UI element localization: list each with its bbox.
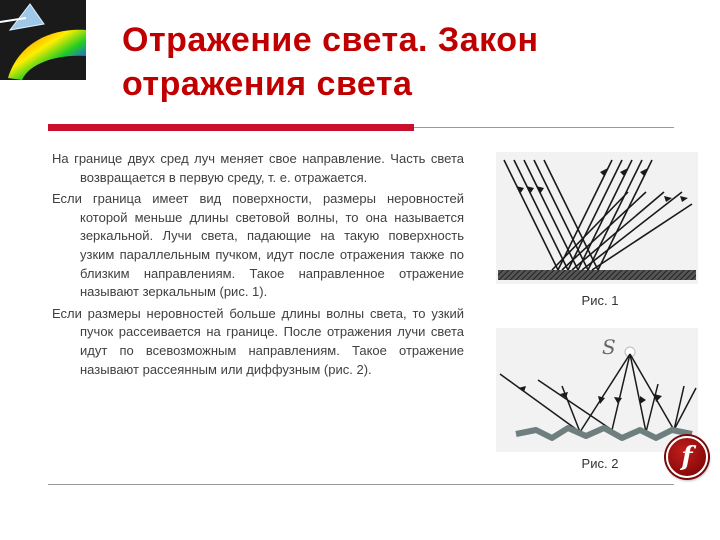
figure-specular-reflection — [496, 152, 698, 284]
body-text — [52, 150, 464, 382]
figure-1-caption: Рис. 1 — [581, 293, 619, 308]
figure-diffuse-reflection — [496, 328, 698, 452]
paragraph-2: Если граница имеет вид поверхности, размеры неровностей которой меньше длины световой волны, то она называется зеркальной. Лучи света, падающие на такую поверхность узким параллельным пучком, идут после отражения также по близким направлениям. Такое направленное отражение называют зеркальным (рис. 1). — [52, 191, 464, 300]
paragraph-1: На границе двух сред луч меняет свое направление. Часть света возвращается в первую среду, т. е. отражается. — [52, 151, 464, 185]
slide-title — [122, 18, 702, 106]
paragraph-3: Если размеры неровностей больше длины волны света, то узкий пучок рассеивается на границе. После отражения лучи света идут по всевозможным направлениям. Такое отражение называют рассеянным или диффузным (рис. 2). — [52, 305, 464, 377]
accent-bar — [48, 124, 414, 131]
prism-rainbow-icon — [0, 0, 86, 80]
footer-divider — [48, 484, 674, 485]
formula-icon: f — [681, 442, 693, 472]
title-line-2: отражения света — [122, 65, 413, 103]
formula-button[interactable] — [666, 436, 708, 478]
light-source-label: S — [602, 335, 616, 359]
figure-2-caption: Рис. 2 — [581, 456, 619, 471]
title-line-1: Отражение света. Закон — [122, 21, 539, 59]
